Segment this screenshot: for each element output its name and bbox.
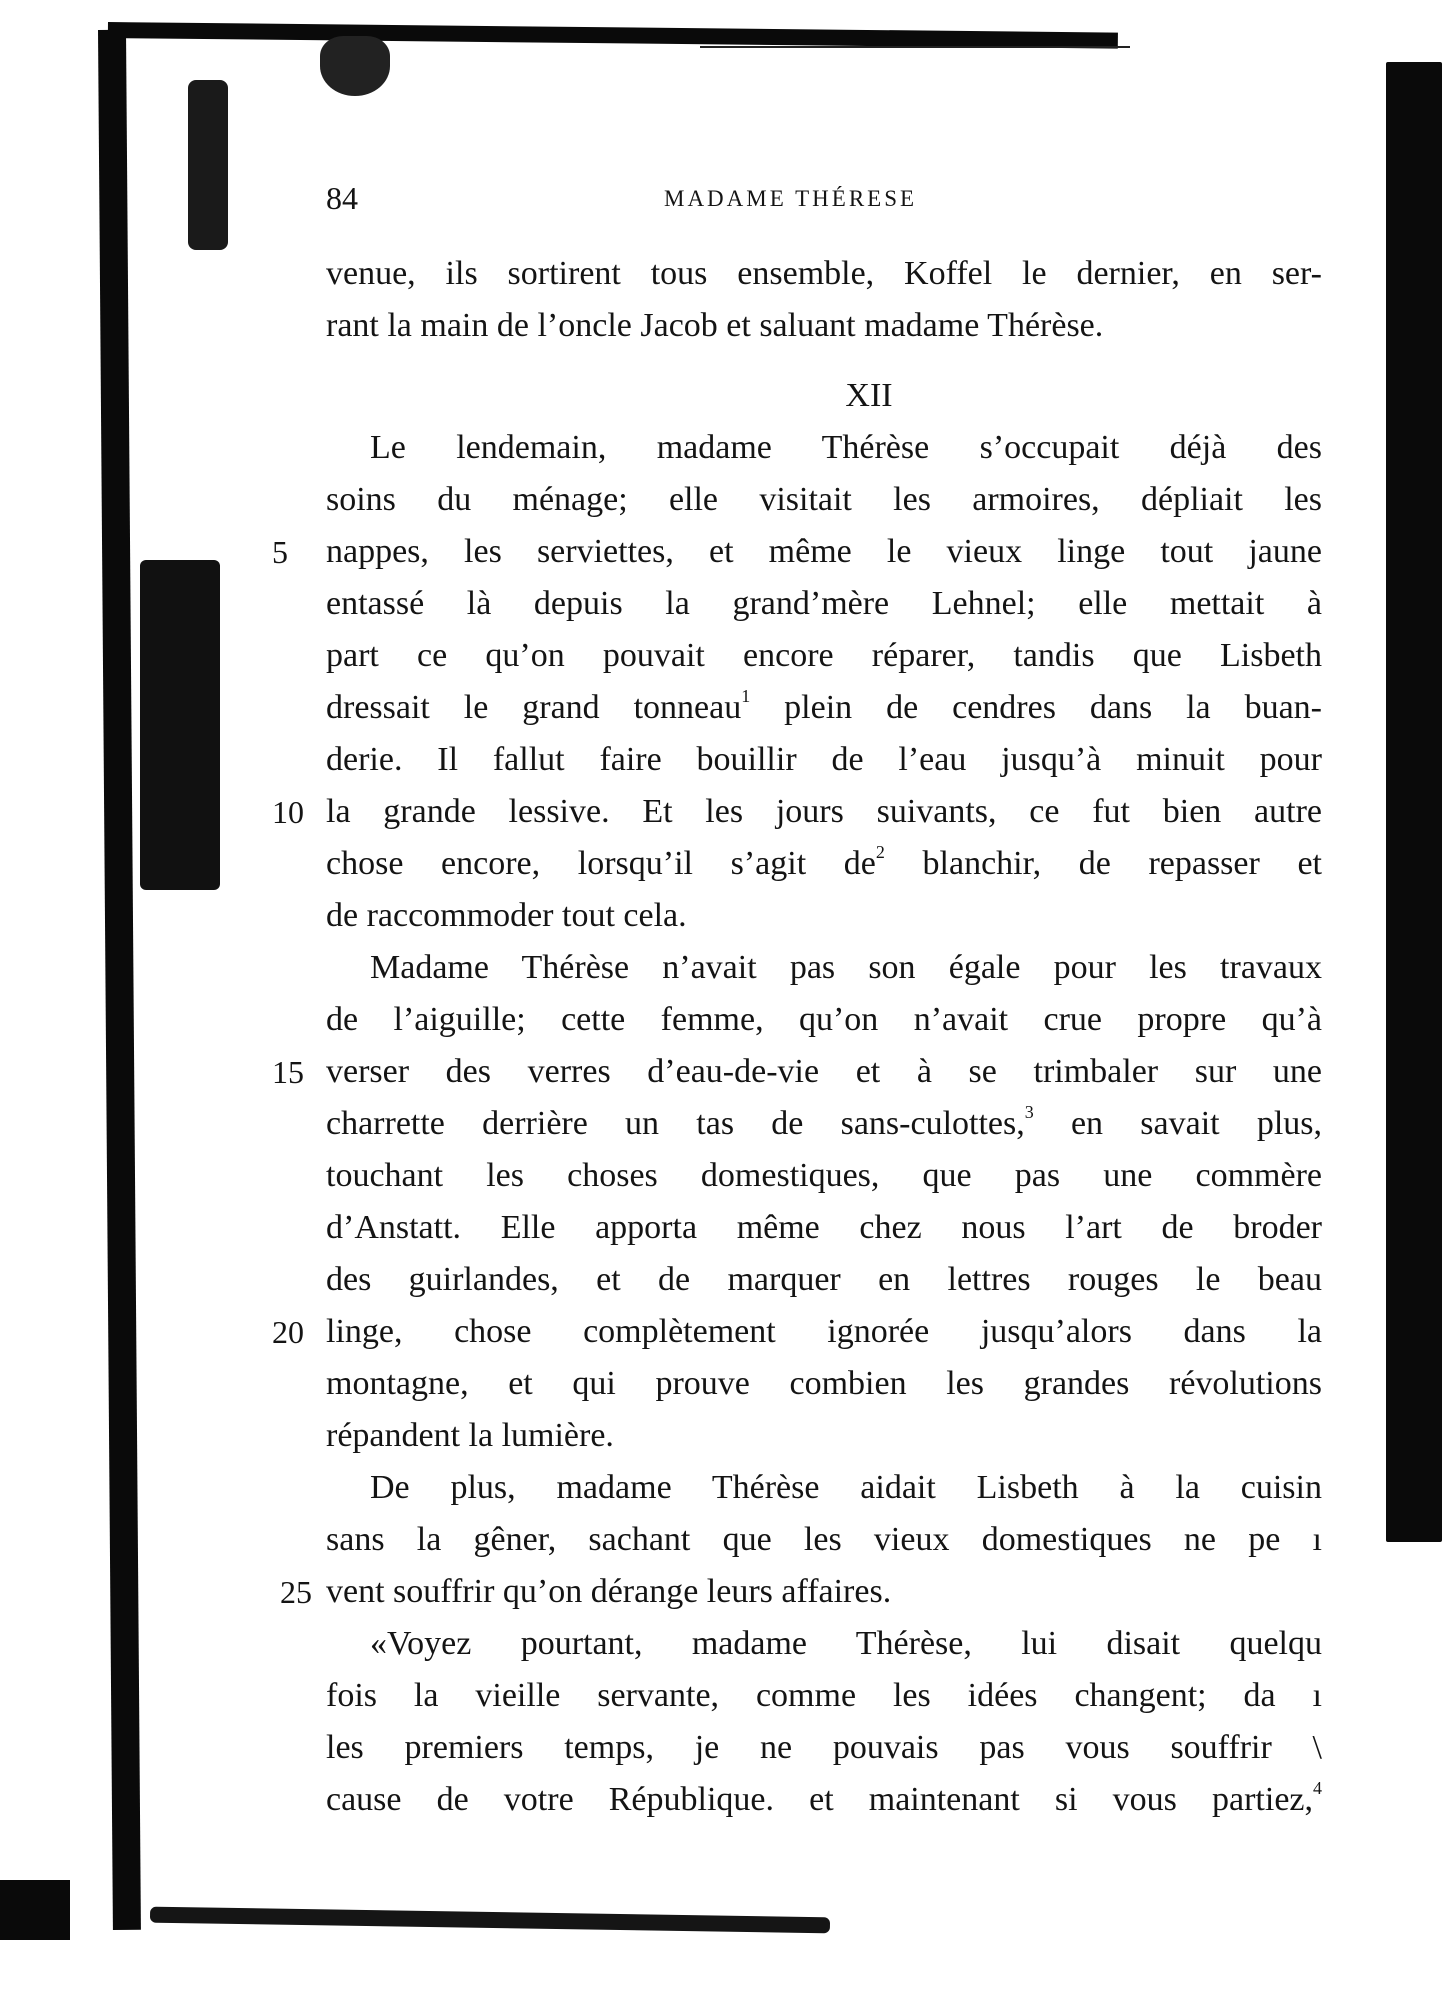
line-text-end: blanchir, de repasser et [884, 845, 1322, 882]
line-text-start: dressait le grand tonneau [326, 689, 742, 726]
text-line [326, 1774, 1322, 1826]
line-text: montagne, et qui prouve combien les grandes révolutions [326, 1365, 1322, 1402]
text-line [326, 1098, 1322, 1150]
line-text: touchant les choses domestiques, que pas une commère [326, 1157, 1322, 1194]
line-text-start: charrette derrière un tas de sans-culottes, [326, 1105, 1025, 1142]
line-text: de l’aiguille; cette femme, qu’on n’avait crue propre qu’à [326, 1001, 1322, 1038]
line-number: 20 [272, 1314, 304, 1350]
text-line [326, 942, 1322, 994]
footnote-marker: 4 [1313, 1778, 1322, 1798]
line-text-end: en savait plus, [1033, 1105, 1322, 1142]
line-text: De plus, madame Thérèse aidait Lisbeth à la cuisin [370, 1469, 1322, 1506]
text-line [326, 630, 1322, 682]
text-line [326, 1202, 1322, 1254]
line-text: verser des verres d’eau-de-vie et à se trimbaler sur une [326, 1053, 1322, 1090]
line-text: vent souffrir qu’on dérange leurs affaires. [326, 1573, 892, 1610]
line-text: les premiers temps, je ne pouvais pas vous souffrir \ [326, 1729, 1322, 1766]
line-text: Madame Thérèse n’avait pas son égale pour les travaux [370, 949, 1322, 986]
text-line [326, 734, 1322, 786]
line-text: répandent la lumière. [326, 1417, 614, 1454]
text-line [326, 1462, 1322, 1514]
line-text: linge, chose complètement ignorée jusqu’alors dans la [326, 1313, 1322, 1350]
line-text: «Voyez pourtant, madame Thérèse, lui disait quelqu [370, 1625, 1322, 1662]
running-title: MADAME THÉRESE [664, 186, 918, 211]
text-line [326, 1722, 1322, 1774]
text-line [326, 1358, 1322, 1410]
line-text: des guirlandes, et de marquer en lettres rouges le beau [326, 1261, 1322, 1298]
scan-smudge-left-upper [188, 80, 228, 250]
text-line [326, 422, 1322, 474]
line-text: de raccommoder tout cela. [326, 897, 687, 934]
line-text: sans la gêner, sachant que les vieux domestiques ne pe ı [326, 1521, 1322, 1558]
text-line [326, 890, 1322, 942]
text-line [326, 1618, 1322, 1670]
scan-smudge-left-middle [140, 560, 220, 890]
text-line [326, 1670, 1322, 1722]
scan-border-right [1386, 62, 1442, 1542]
line-text: venue, ils sortirent tous ensemble, Koffel le dernier, en ser- [326, 255, 1322, 292]
line-number: 5 [272, 534, 288, 570]
line-text: soins du ménage; elle visitait les armoires, dépliait les [326, 481, 1322, 518]
text-line [272, 786, 1322, 838]
text-line [326, 300, 1322, 352]
text-line [280, 1566, 1322, 1618]
text-line [326, 838, 1322, 890]
scan-border-top [108, 22, 1118, 49]
line-text: part ce qu’on pouvait encore réparer, tandis que Lisbeth [326, 637, 1322, 674]
text-line [326, 994, 1322, 1046]
text-line [326, 474, 1322, 526]
line-text-start: chose encore, lorsqu’il s’agit de [326, 845, 876, 882]
line-text-start: cause de votre République. et maintenant si vous partiez, [326, 1781, 1313, 1818]
scan-border-left [98, 30, 141, 1930]
scan-rule-top [700, 46, 1130, 48]
line-text: la grande lessive. Et les jours suivants, ce fut bien autre [326, 793, 1322, 830]
line-number: 25 [280, 1574, 312, 1610]
line-text: derie. Il fallut faire bouillir de l’eau jusqu’à minuit pour [326, 741, 1322, 778]
text-line [326, 1410, 1322, 1462]
line-text: Le lendemain, madame Thérèse s’occupait déjà des [370, 429, 1322, 466]
scan-smudge-top [320, 36, 390, 96]
line-text-end: plein de cendres dans la buan- [750, 689, 1322, 726]
line-number: 10 [272, 794, 304, 830]
text-line [326, 578, 1322, 630]
scan-smudge-bottom [150, 1907, 830, 1934]
text-line [326, 1150, 1322, 1202]
line-text: d’Anstatt. Elle apporta même chez nous l’art de broder [326, 1209, 1322, 1246]
footnote-marker: 1 [741, 686, 751, 706]
chapter-title [326, 370, 1322, 422]
text-line [326, 248, 1322, 300]
text-line [326, 1254, 1322, 1306]
page-number: 84 [326, 180, 358, 216]
text-line [272, 1046, 1322, 1098]
text-line [326, 1514, 1322, 1566]
line-number: 15 [272, 1054, 304, 1090]
text-line [272, 526, 1322, 578]
line-text: fois la vieille servante, comme les idées changent; da ı [326, 1677, 1322, 1714]
line-text: rant la main de l’oncle Jacob et saluant madame Thérèse. [326, 307, 1104, 344]
line-text: entassé là depuis la grand’mère Lehnel; elle mettait à [326, 585, 1322, 622]
page-header [326, 178, 1326, 218]
scan-corner-bottom-left [0, 1880, 70, 1940]
text-line [326, 682, 1322, 734]
text-block [272, 248, 1322, 1826]
line-text: nappes, les serviettes, et même le vieux linge tout jaune [326, 533, 1322, 570]
text-line [272, 1306, 1322, 1358]
chapter-title-text: XII [845, 377, 893, 414]
footnote-marker: 3 [1024, 1102, 1034, 1122]
footnote-marker: 2 [875, 842, 885, 862]
